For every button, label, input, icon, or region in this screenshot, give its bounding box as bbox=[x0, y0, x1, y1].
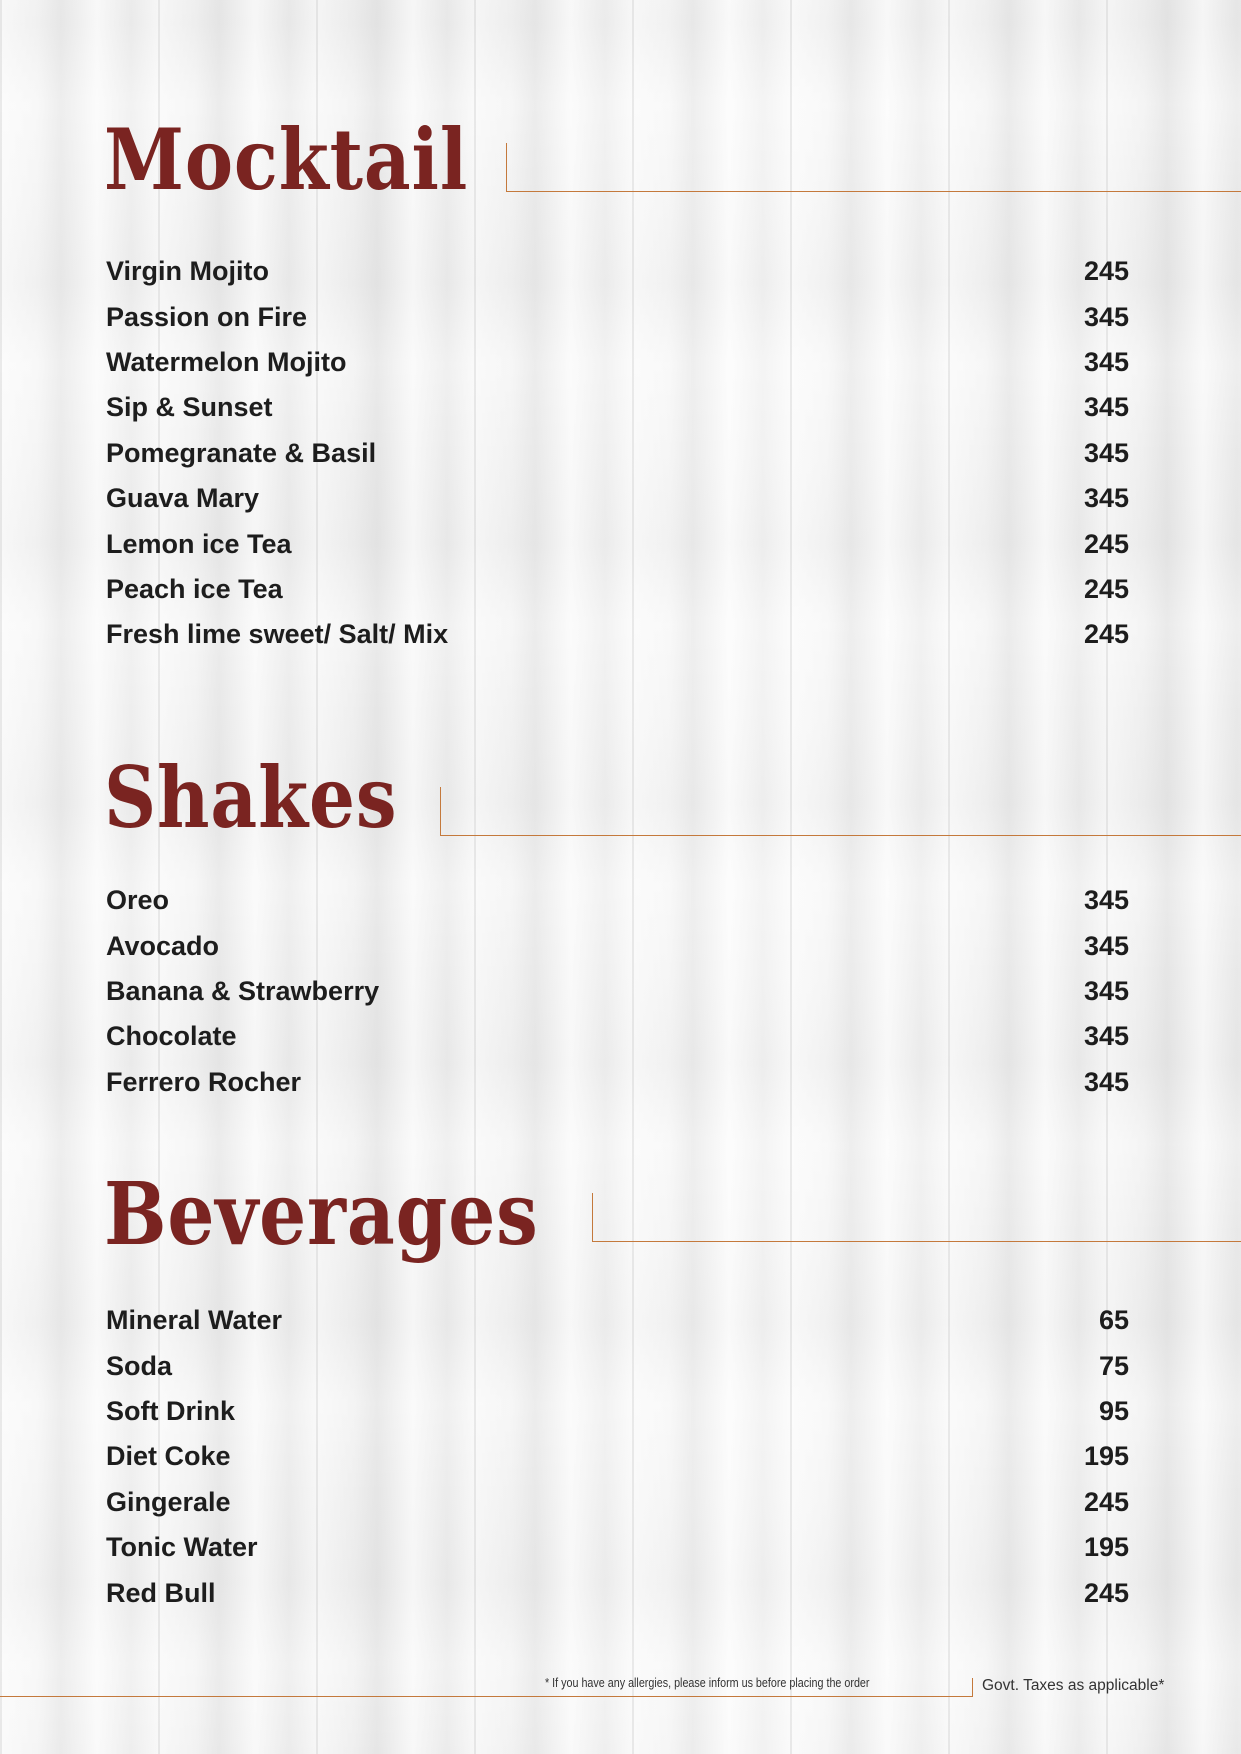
menu-item-price: 245 bbox=[1083, 1486, 1129, 1517]
menu-item bbox=[106, 923, 1129, 968]
menu-item-name: Watermelon Mojito bbox=[106, 346, 347, 377]
menu-item-name: Diet Coke bbox=[106, 1441, 231, 1472]
menu-item-price: 245 bbox=[1083, 528, 1129, 559]
menu-item bbox=[106, 1298, 1129, 1343]
menu-item-price: 345 bbox=[1083, 346, 1129, 377]
menu-item-price: 245 bbox=[1083, 619, 1129, 650]
menu-item bbox=[106, 340, 1129, 385]
menu-item-name: Sip & Sunset bbox=[106, 392, 273, 423]
menu-item-name: Mineral Water bbox=[106, 1305, 283, 1336]
section-divider-shakes bbox=[440, 787, 1241, 836]
menu-list-shakes bbox=[106, 878, 1129, 1105]
menu-item-price: 345 bbox=[1083, 930, 1129, 961]
menu-item-name: Lemon ice Tea bbox=[106, 528, 292, 559]
menu-item-name: Chocolate bbox=[106, 1021, 237, 1052]
menu-item-name: Oreo bbox=[106, 885, 170, 916]
menu-item-name: Virgin Mojito bbox=[106, 256, 269, 287]
allergy-note: * If you have any allergies, please inform us before placing the order bbox=[545, 1676, 870, 1690]
menu-item bbox=[106, 969, 1129, 1014]
menu-item bbox=[106, 385, 1129, 430]
menu-item-price: 195 bbox=[1083, 1532, 1129, 1563]
menu-item-name: Pomegranate & Basil bbox=[106, 437, 377, 468]
menu-item-name: Banana & Strawberry bbox=[106, 975, 380, 1006]
section-divider-beverages bbox=[592, 1193, 1241, 1242]
section-title-mocktail: Mocktail bbox=[104, 110, 469, 209]
menu-item-price: 345 bbox=[1083, 885, 1129, 916]
menu-item bbox=[106, 431, 1129, 476]
menu-item-price: 345 bbox=[1083, 1066, 1129, 1097]
menu-item bbox=[106, 1570, 1129, 1615]
menu-list-mocktail bbox=[106, 249, 1129, 658]
section-divider-mocktail bbox=[506, 143, 1241, 192]
menu-item-price: 245 bbox=[1083, 573, 1129, 604]
menu-item-price: 65 bbox=[1098, 1305, 1129, 1336]
menu-item-name: Gingerale bbox=[106, 1486, 231, 1517]
menu-item bbox=[106, 1434, 1129, 1479]
menu-item-price: 245 bbox=[1083, 1577, 1129, 1608]
menu-item bbox=[106, 521, 1129, 566]
section-title-beverages: Beverages bbox=[104, 1164, 539, 1265]
menu-item-price: 195 bbox=[1083, 1441, 1129, 1472]
menu-item bbox=[106, 1060, 1129, 1105]
menu-item-price: 345 bbox=[1083, 301, 1129, 332]
menu-item bbox=[106, 612, 1129, 657]
menu-item bbox=[106, 249, 1129, 294]
menu-item bbox=[106, 1343, 1129, 1388]
section-title-shakes: Shakes bbox=[104, 748, 398, 847]
menu-item-price: 345 bbox=[1083, 483, 1129, 514]
menu-item-name: Fresh lime sweet/ Salt/ Mix bbox=[106, 619, 449, 650]
menu-item bbox=[106, 878, 1129, 923]
menu-item-price: 345 bbox=[1083, 392, 1129, 423]
menu-item bbox=[106, 1480, 1129, 1525]
tax-note: Govt. Taxes as applicable* bbox=[982, 1677, 1165, 1694]
menu-item-price: 345 bbox=[1083, 975, 1129, 1006]
menu-item bbox=[106, 1014, 1129, 1059]
menu-item bbox=[106, 1389, 1129, 1434]
menu-item-price: 245 bbox=[1083, 256, 1129, 287]
menu-item-name: Tonic Water bbox=[106, 1532, 258, 1563]
menu-item-price: 345 bbox=[1083, 437, 1129, 468]
menu-item-name: Ferrero Rocher bbox=[106, 1066, 302, 1097]
menu-item bbox=[106, 1525, 1129, 1570]
menu-item-name: Guava Mary bbox=[106, 483, 260, 514]
menu-item-name: Soda bbox=[106, 1350, 173, 1381]
menu-item-price: 75 bbox=[1098, 1350, 1129, 1381]
menu-item-price: 95 bbox=[1098, 1395, 1129, 1426]
menu-item-price: 345 bbox=[1083, 1021, 1129, 1052]
menu-item bbox=[106, 567, 1129, 612]
menu-item-name: Red Bull bbox=[106, 1577, 216, 1608]
menu-item-name: Peach ice Tea bbox=[106, 573, 283, 604]
menu-item bbox=[106, 294, 1129, 339]
menu-list-beverages bbox=[106, 1298, 1129, 1616]
menu-item-name: Soft Drink bbox=[106, 1395, 236, 1426]
menu-item bbox=[106, 476, 1129, 521]
menu-item-name: Passion on Fire bbox=[106, 301, 308, 332]
menu-item-name: Avocado bbox=[106, 930, 220, 961]
